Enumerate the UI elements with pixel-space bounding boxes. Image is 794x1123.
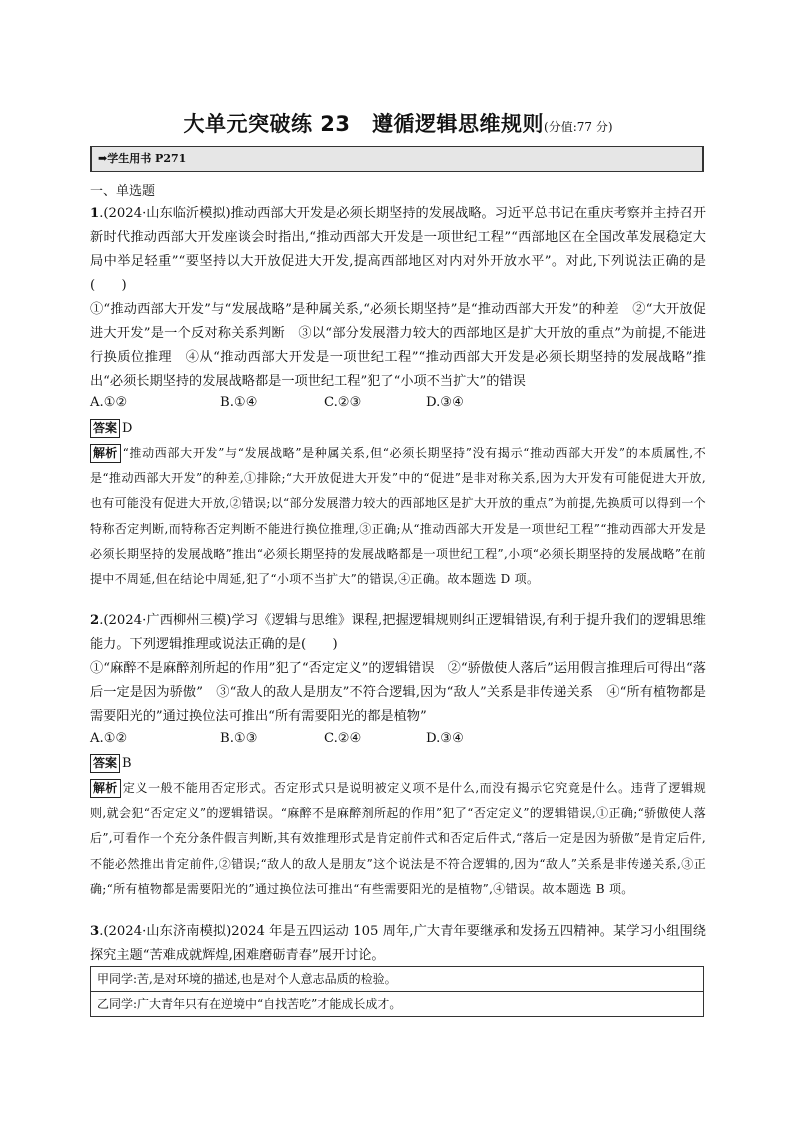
analysis-tag: 解析 (90, 444, 121, 463)
question-1-number: 1 (90, 206, 100, 221)
score-text: (分值:77 分) (544, 120, 613, 134)
discussion-box (90, 966, 704, 1017)
page-title (90, 108, 706, 138)
question-2-statements: ①“麻醉不是麻醉剂所起的作用”犯了“否定定义”的逻辑错误 ②“骄傲使人落后”运用假言推理后可得出“落后一定是因为骄傲” ③“敌人的敌人是朋友”不符合逻辑,因为“敌人”关系是非传递关系 ④“所有植物都是需要阳光的”通过换位法可推出“所有需要阳光的都是植物” (90, 661, 706, 724)
student-jia-remark: 甲同学:苦,是对环境的描述,也是对个人意志品质的检验。 (91, 967, 703, 992)
option-c[interactable]: C.②③ (324, 395, 362, 410)
question-1-options (90, 395, 706, 417)
question-2-stem-text: .(2024·广西柳州三模)学习《逻辑与思维》课程,把握逻辑规则纠正逻辑错误,有利于提升我们的逻辑思维能力。下列逻辑推理或说法正确的是( ) (90, 613, 706, 652)
option-a[interactable]: A.①② (90, 395, 128, 410)
option-a[interactable]: A.①② (90, 731, 128, 746)
question-1-answer (90, 419, 132, 438)
section-heading: 一、单选题 (90, 184, 156, 199)
analysis-tag: 解析 (90, 779, 121, 798)
analysis-text: “推动西部大开发”与“发展战略”是种属关系,但“必须长期坚持”没有揭示“推动西部大开发”的本质属性,不是“推动西部大开发”的种差,①排除;“大开放促进大开发”中的“促进”是非对称关系,因为大开发有可能促进大开放,也有可能没有促进大开放,②错误;以“部分发展潜力较大的西部地区是扩大开放的重点”为前提,先换质可以得到一个特称否定判断,而特称否定判断不能进行换位推理,③正确;从“推动西部大开发是一项世纪工程”“推动西部大开发是必须长期坚持的发展战略”推出“必须长期坚持的发展战略都是一项世纪工程”,小项“必须长期坚持的发展战略”在前提中不周延,但在结论中周延,犯了“小项不当扩大”的错误,④正确。故本题选 D 项。 (90, 446, 706, 587)
question-2-options (90, 731, 706, 753)
option-b[interactable]: B.①③ (220, 731, 258, 746)
answer-value: B (122, 756, 132, 771)
option-c[interactable]: C.②④ (324, 731, 362, 746)
answer-tag: 答案 (90, 419, 120, 438)
question-2-number: 2 (90, 613, 100, 628)
book-reference-bar: ➡学生用书 P271 (90, 146, 704, 172)
question-1-statements: ①“推动西部大开发”与“发展战略”是种属关系,“必须长期坚持”是“推动西部大开发”的种差 ②“大开放促进大开发”是一个反对称关系判断 ③以“部分发展潜力较大的西部地区是扩大开放的重点”为前提,不能进行换质位推理 ④从“推动西部大开发是一项世纪工程”“推动西部大开发是必须长期坚持的发展战略”推出“必须长期坚持的发展战略都是一项世纪工程”犯了“小项不当扩大”的错误 (90, 302, 706, 389)
question-2-analysis (90, 776, 706, 902)
question-3-stem (90, 920, 706, 968)
question-2-stem (90, 609, 706, 657)
analysis-text: 定义一般不能用否定形式。否定形式只是说明被定义项不是什么,而没有揭示它究竟是什么。违背了逻辑规则,就会犯“否定定义”的逻辑错误。“麻醉不是麻醉剂所起的作用”犯了“否定定义”的逻辑错误,①正确;“骄傲使人落后”,可看作一个充分条件假言判断,其有效推理形式是肯定前件式和否定后件式,“落后一定是因为骄傲”是肯定后件,不能必然推出肯定前件,②错误;“敌人的敌人是朋友”这个说法是不符合逻辑的,因为“敌人”关系是非传递关系,③正确;“所有植物都是需要阳光的”通过换位法可推出“有些需要阳光的是植物”,④错误。故本题选 B 项。 (90, 781, 706, 896)
student-yi-remark: 乙同学:广大青年只有在逆境中“自找苦吃”才能成长成才。 (97, 997, 402, 1011)
title-text: 大单元突破练 23 遵循逻辑思维规则 (183, 112, 545, 136)
question-1-stem-text: .(2024·山东临沂模拟)推动西部大开发是必须长期坚持的发展战略。习近平总书记在重庆考察并主持召开新时代推动西部大开发座谈会时指出,“推动西部大开发是一项世纪工程”“西部地区在全国改革发展稳定大局中举足轻重”“要坚持以大开放促进大开发,提高西部地区对内对外开放水平”。对此,下列说法正确的是( ) (90, 206, 706, 293)
option-d[interactable]: D.③④ (426, 731, 464, 746)
question-3-stem-text: .(2024·山东济南模拟)2024 年是五四运动 105 周年,广大青年要继承和发扬五四精神。某学习小组围绕探究主题“苦难成就辉煌,困难磨砺青春”展开讨论。 (90, 924, 706, 963)
option-b[interactable]: B.①④ (220, 395, 258, 410)
answer-tag: 答案 (90, 754, 120, 773)
option-d[interactable]: D.③④ (426, 395, 464, 410)
question-1-stem (90, 202, 706, 298)
answer-value: D (122, 421, 133, 436)
question-2-answer (90, 754, 132, 773)
question-3-number: 3 (90, 924, 100, 939)
question-1-analysis (90, 441, 706, 592)
